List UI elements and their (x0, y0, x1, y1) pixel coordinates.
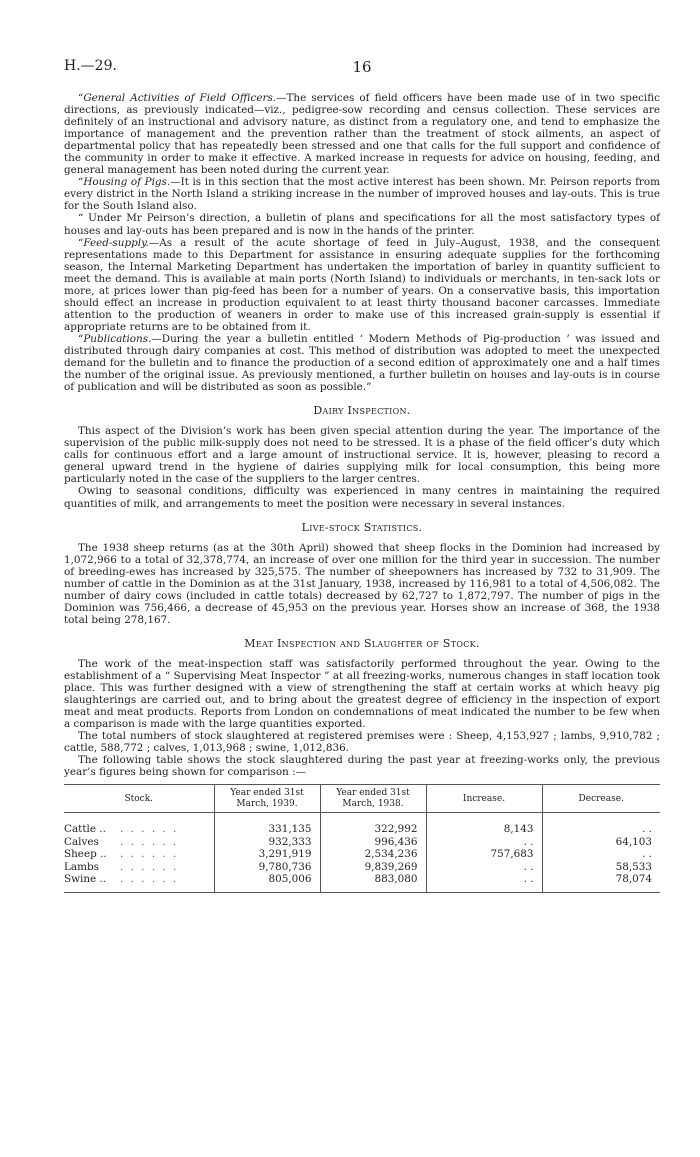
section-heading-dairy-inspection: Dairy Inspection. (313, 404, 411, 418)
cell-1939: 805,006 (214, 873, 320, 892)
inline-heading: General Activities of Field Officers. (83, 92, 277, 104)
dot-leader: . . . . . . (120, 873, 179, 886)
paragraph-dairy-1: This aspect of the Division’s work has been given special attention during the year. The importance of the supervision of the public milk-supply does not need to be stressed. It is a phase of the field officer’s duty which calls for continuous effort and a large amount of instructional service. It is, however, pleasing to record a general upward trend in the hygiene of dairies supplying milk for local consumption, this being more particularly noted in the case of the suppliers to the larger centres. (64, 425, 660, 486)
page-header (64, 58, 660, 78)
table-row (64, 861, 660, 874)
stock-slaughtered-table (64, 784, 660, 893)
cell-decrease: 58,533 (542, 861, 660, 874)
cell-1939: 9,780,736 (214, 861, 320, 874)
cell-increase: 757,683 (426, 848, 542, 861)
stock-name: Calves (64, 835, 99, 848)
table-row (64, 836, 660, 849)
cell-1938: 996,436 (320, 836, 426, 849)
cell-increase: . . (426, 836, 542, 849)
paragraph-meat-2: The total numbers of stock slaughtered at registered premises were : Sheep, 4,153,927 ; lambs, 9,910,782 ; cattle, 588,772 ; calves, 1,013,968 ; swine, 1,012,836. (64, 730, 660, 755)
page-body (64, 92, 660, 893)
stock-name: Swine .. (64, 873, 107, 886)
stock-name: Cattle .. (64, 823, 106, 836)
cell-decrease: 64,103 (542, 836, 660, 849)
paragraph-live-stock: The 1938 sheep returns (as at the 30th April) showed that sheep flocks in the Dominion had increased by 1,072,966 to a total of 32,378,774, an increase of over one million for the third year in succession. The number of breeding-ewes has increased by 325,575. The number of sheepowners has increased by 732 to 31,909. The number of cattle in the Dominion as at the 31st January, 1938, increased by 116,981 to a total of 4,506,082. The number of dairy cows (included in cattle totals) decreased by 62,727 to 1,872,797. The number of pigs in the Dominion was 756,466, a decrease of 45,953 on the previous year. Horses show an increase of 368, the 1938 total being 278,167. (64, 541, 660, 626)
section-heading-meat-inspection: Meat Inspection and Slaughter of Stock. (244, 636, 480, 650)
cell-1938: 322,992 (320, 813, 426, 836)
paragraph-meat-1: The work of the meat-inspection staff was satisfactorily performed throughout the year. Owing to the establishment of a “ Supervising Meat Inspector ” at all freezing-works, numerous changes in staff location took place. This was further designed with a view of strengthening the staff at certain works at which heavy pig slaughterings are carried out, and to bring about the greatest degree of efficiency in the inspection of export meat and meat products. Reports from London on condemnations of meat indicated the number to be few when a comparison is made with the large quantities exported. (64, 657, 660, 731)
cell-increase: . . (426, 861, 542, 874)
table-row (64, 813, 660, 836)
dot-leader: . . . . . . (120, 823, 179, 836)
cell-increase: 8,143 (426, 813, 542, 836)
paragraph-dairy-2: Owing to seasonal conditions, difficulty was experienced in many centres in maintaining the required quantities of milk, and arrangements to meet the position were necessary in several instances. (64, 485, 660, 510)
table-row (64, 848, 660, 861)
cell-1938: 9,839,269 (320, 861, 426, 874)
column-header-increase: Increase. (426, 785, 542, 813)
table-row (64, 873, 660, 892)
stock-name: Lambs (64, 860, 99, 873)
cell-1939: 932,333 (214, 836, 320, 849)
paragraph-bulletin-plans: “ Under Mr Peirson’s direction, a bulletin of plans and specifications for all the most satisfactory types of houses and lay-outs has been prepared and is now in the hands of the printer. (64, 212, 660, 237)
dot-leader: . . . . . . (120, 848, 179, 861)
cell-increase: . . (426, 873, 542, 892)
paragraph-field-officers: “General Activities of Field Officers.—The services of field officers have been made use of in two specific directions, as previously indicated—viz., pedigree-sow recording and census collection. These services are definitely of an instructional and advisory nature, as distinct from a regulatory one, and tend to emphasize the importance of management and the prevention rather than the treatment of stock ailments, an aspect of departmental policy that has repeatedly been stressed and one that calls for the full support and confidence of the community in order to make it effective. A marked increase in requests for advice on housing, feeding, and general management has been noted during the current year. (64, 92, 660, 177)
cell-decrease: 78,074 (542, 873, 660, 892)
column-header-stock: Stock. (64, 785, 214, 813)
table-header-row (64, 785, 660, 813)
paragraph-feed-supply: “Feed-supply.—As a result of the acute shortage of feed in July–August, 1938, and the consequent representations made to this Department for assistance in ensuring adequate supplies for the forthcoming season, the Internal Marketing Department has undertaken the importation of barley in quantity sufficient to meet the demand. This is available at main ports (North Island) to individuals or merchants, in ten-sack lots or more, at prices lower than pig-feed has been for a number of years. On a conservative basis, this importation should effect an increase in production equivalent to at least thirty thousand baconer carcasses. Immediate attention to the production of weaners in order to make use of this increased grain-supply is essential if appropriate returns are to be obtained from it. (64, 236, 660, 333)
column-header-1939: Year ended 31st March, 1939. (214, 785, 320, 813)
cell-decrease: . . (542, 813, 660, 836)
cell-decrease: . . (542, 848, 660, 861)
column-header-decrease: Decrease. (542, 785, 660, 813)
cell-1938: 2,534,236 (320, 848, 426, 861)
column-header-1938: Year ended 31st March, 1938. (320, 785, 426, 813)
stock-name: Sheep .. (64, 848, 107, 861)
cell-1939: 3,291,919 (214, 848, 320, 861)
dot-leader: . . . . . . (120, 860, 179, 873)
inline-heading: Feed-supply. (83, 236, 149, 249)
section-heading-live-stock-statistics: Live-stock Statistics. (301, 520, 423, 534)
paragraph-publications: “Publications.—During the year a bulletin entitled ‘ Modern Methods of Pig-production ’ was issued and distributed through dairy companies at cost. This method of distribution was adopted to meet the unexpected demand for the bulletin and to finance the production of a second edition of approximately one and a half times the number of the original issue. As previously mentioned, a further bulletin on houses and lay-outs is in course of publication and will be distributed as soon as possible.” (64, 332, 660, 394)
cell-1939: 331,135 (214, 813, 320, 836)
inline-heading: Publications. (83, 332, 152, 345)
cell-1938: 883,080 (320, 873, 426, 892)
paragraph-housing-of-pigs: “Housing of Pigs.—It is in this section that the most active interest has been shown. Mr. Peirson reports from every district in the North Island a striking increase in the number of improved houses and lay-outs. This is true for the South Island also. (64, 176, 660, 213)
inline-heading: Housing of Pigs. (83, 176, 171, 189)
paragraph-meat-3: The following table shows the stock slaughtered during the past year at freezing-works only, the previous year’s figures being shown for comparison :— (64, 754, 660, 779)
page-number: 16 (352, 58, 372, 76)
dot-leader: . . . . . . (120, 835, 179, 848)
document-reference: H.—29. (64, 58, 117, 74)
